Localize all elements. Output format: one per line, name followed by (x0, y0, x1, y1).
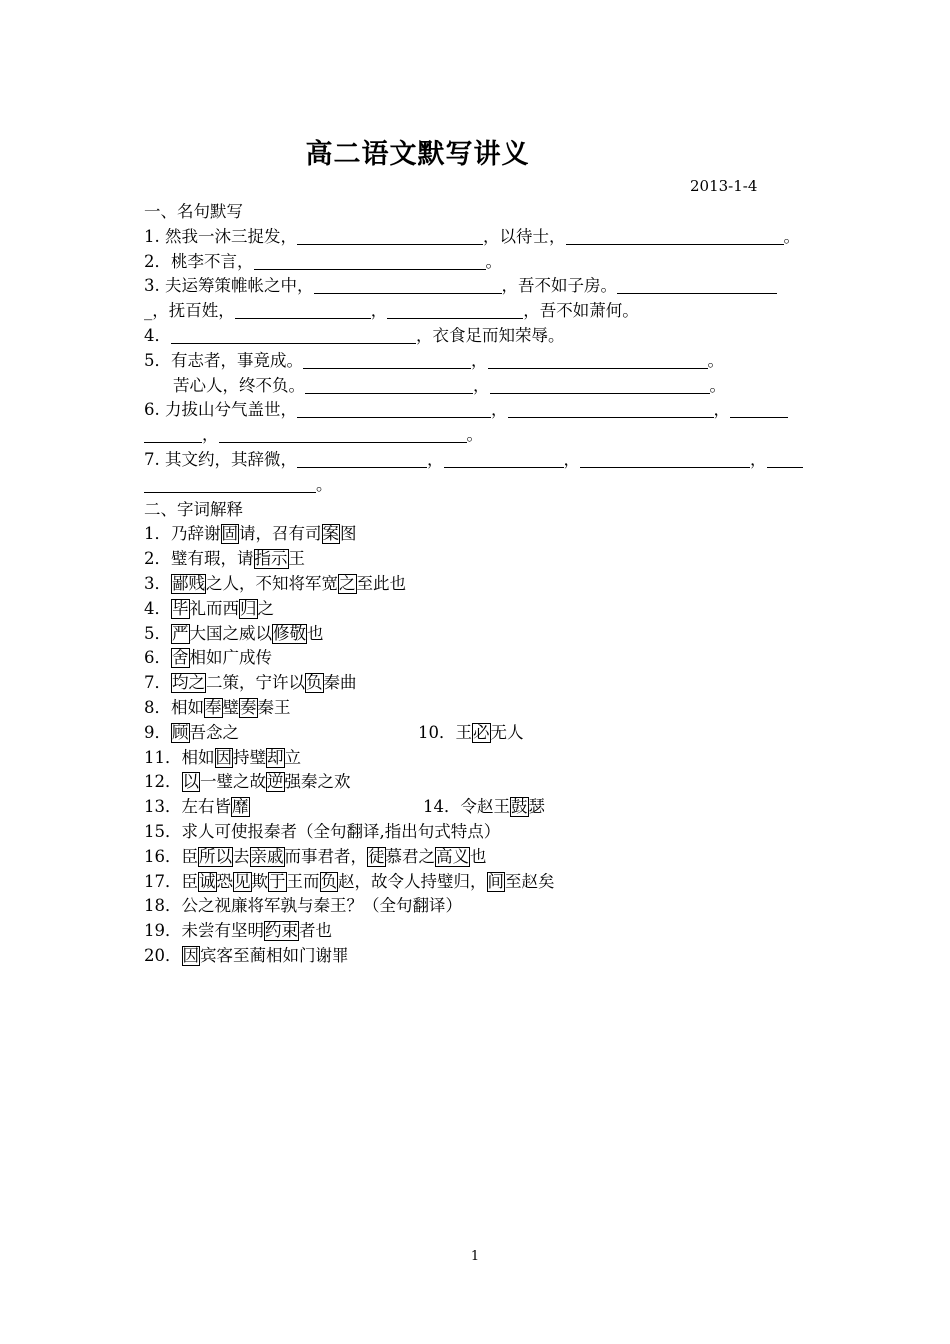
text: 璧 (222, 697, 239, 717)
boxed-word: 案 (322, 524, 339, 544)
s2-item-6 (144, 646, 816, 671)
s1-item-1 (144, 225, 816, 250)
boxed-word: 之 (339, 573, 356, 593)
s2-item-17 (144, 870, 816, 895)
answer-blank[interactable] (297, 450, 427, 468)
text: 5．有志者，事竟成。 (144, 350, 303, 370)
text: 恐 (216, 871, 233, 891)
text: ， (563, 449, 580, 469)
text: 一璧之故 (200, 772, 266, 792)
text: 慕君之 (385, 846, 435, 866)
s2-item-15: 15．求人可使报秦者（全句翻译,指出句式特点） (144, 821, 501, 841)
s2-item-2 (144, 547, 816, 572)
text: 去 (233, 846, 250, 866)
s2-item-13 (144, 795, 423, 820)
s1-item-3-cont (144, 299, 816, 324)
boxed-word: 见 (234, 871, 251, 891)
text: 14．令赵王 (423, 797, 510, 817)
text: 欺 (251, 871, 268, 891)
answer-blank[interactable] (254, 252, 486, 270)
text: 8．相如 (144, 697, 204, 717)
answer-blank[interactable] (314, 276, 502, 294)
answer-blank[interactable] (297, 227, 483, 245)
text: 。 (707, 350, 724, 370)
section1-heading: 一、名句默写 (144, 202, 243, 221)
boxed-word: 必 (473, 722, 490, 742)
text: 。 (316, 474, 333, 494)
s2-item-11 (144, 746, 816, 771)
text: ，吾不如子房。 (501, 276, 617, 296)
text: 20． (144, 945, 182, 965)
boxed-word: 严 (172, 623, 189, 643)
text: 11．相如 (144, 747, 215, 767)
answer-blank[interactable] (444, 450, 564, 468)
boxed-word: 高义 (436, 846, 469, 866)
boxed-word: 亲戚 (250, 846, 284, 866)
text: 之人，不知将军宽 (206, 573, 338, 593)
text: 强秦之欢 (284, 772, 351, 792)
boxed-word: 徒 (368, 846, 385, 866)
answer-blank[interactable] (566, 227, 784, 245)
text: 12． (144, 772, 182, 792)
answer-blank[interactable] (171, 326, 416, 344)
page-title: 高二语文默写讲义 (305, 139, 530, 170)
s1-item-5-cont (144, 374, 816, 399)
text: 礼而西 (189, 598, 239, 618)
text: 10．王 (418, 722, 472, 742)
s2-item-7 (144, 671, 816, 696)
boxed-word: 固 (221, 524, 238, 544)
text: ， (370, 301, 388, 321)
text: 3. 夫运筹策帷帐之中， (144, 276, 314, 296)
text: 苦心人，终不负。 (173, 375, 305, 395)
text: ， (473, 375, 490, 395)
s2-item-20 (144, 944, 816, 969)
boxed-word: 鄙贱 (172, 573, 205, 593)
text: 6． (144, 648, 171, 668)
text: 秦王 (257, 697, 291, 717)
boxed-word: 因 (215, 747, 232, 767)
boxed-word: 诚 (199, 871, 216, 891)
text: ， (713, 400, 730, 420)
text: 者也 (299, 921, 332, 941)
boxed-word: 以 (182, 772, 199, 792)
text: 赵，故令人持璧归， (338, 871, 487, 891)
s1-item-6 (144, 398, 816, 423)
text: ， (202, 425, 219, 445)
text: 7. 其文约，其辞微， (144, 449, 297, 469)
text: 。 (466, 425, 483, 445)
text: ， (471, 350, 488, 370)
text: 19．未尝有坚明 (144, 921, 264, 941)
answer-blank[interactable] (490, 376, 710, 394)
answer-blank[interactable] (488, 351, 708, 369)
text: 9． (144, 722, 171, 742)
text: 持璧 (233, 747, 266, 767)
text: 4． (144, 325, 171, 345)
date: 2013-1-4 (690, 177, 758, 195)
answer-blank[interactable] (617, 276, 777, 294)
s1-item-7 (144, 448, 816, 473)
text: 立 (284, 747, 301, 767)
boxed-word: 靡 (232, 797, 249, 817)
s2-item-12 (144, 770, 816, 795)
boxed-word: 归 (240, 598, 257, 618)
s1-item-3 (144, 274, 816, 299)
content (144, 200, 816, 969)
answer-blank[interactable] (235, 301, 371, 319)
text: 大国之威以 (189, 623, 272, 643)
text: 16．臣 (144, 846, 198, 866)
text: 1. 然我一沐三捉发， (144, 226, 297, 246)
text: 王而 (286, 871, 320, 891)
s1-item-7-cont (144, 473, 816, 498)
boxed-word: 逆 (267, 772, 284, 792)
text: 相如广成传 (189, 648, 272, 668)
text: 图 (340, 524, 357, 544)
boxed-word: 所以 (199, 846, 232, 866)
boxed-word: 鼓 (511, 797, 528, 817)
s2-item-18: 18．公之视廉将军孰与秦王？（全句翻译） (144, 896, 462, 916)
boxed-word: 间 (487, 871, 504, 891)
boxed-word: 负 (306, 673, 323, 693)
text: 请，召有司 (239, 524, 322, 544)
text: ， (491, 400, 508, 420)
answer-blank[interactable] (508, 400, 714, 418)
text: 1．乃辞谢 (144, 524, 221, 544)
answer-blank[interactable] (387, 301, 523, 319)
text: ，吾不如萧何。 (523, 301, 639, 321)
boxed-word: 约束 (265, 921, 298, 941)
text: 7． (144, 673, 171, 693)
text: 4． (144, 598, 171, 618)
answer-blank[interactable] (219, 425, 467, 443)
s2-item-5 (144, 622, 816, 647)
boxed-word: 却 (267, 747, 284, 767)
answer-blank[interactable] (730, 400, 788, 418)
text: 至赵矣 (505, 871, 555, 891)
text: ， (750, 449, 767, 469)
answer-blank[interactable] (144, 425, 202, 443)
text: 之 (257, 598, 274, 618)
text: 吾念之 (189, 722, 239, 742)
text: 也 (470, 846, 487, 866)
text: 无人 (490, 722, 524, 742)
text: 6. 力拔山兮气盖世， (144, 400, 297, 420)
boxed-word: 奏 (240, 697, 257, 717)
text: 至此也 (356, 573, 406, 593)
s2-item-4 (144, 597, 816, 622)
text: ，以待士， (483, 226, 566, 246)
s2-item-14 (423, 797, 545, 816)
s2-item-9-10 (144, 721, 816, 746)
s1-item-2 (144, 250, 816, 275)
text: 二策，宁许以 (206, 673, 305, 693)
text: 瑟 (528, 797, 545, 817)
answer-blank[interactable] (580, 450, 750, 468)
answer-blank[interactable] (303, 351, 471, 369)
s2-item-16 (144, 845, 816, 870)
boxed-word: 毕 (172, 598, 189, 618)
boxed-word: 指示 (254, 549, 288, 569)
text: 秦曲 (323, 673, 357, 693)
text: 2．桃李不言， (144, 251, 254, 271)
text: 5． (144, 623, 171, 643)
text: 13．左右皆 (144, 797, 231, 817)
text: ， (427, 449, 444, 469)
s2-item-10 (418, 723, 524, 742)
text: 17．臣 (144, 871, 198, 891)
boxed-word: 于 (269, 871, 286, 891)
text: 王 (288, 549, 305, 569)
answer-blank[interactable] (297, 400, 491, 418)
boxed-word: 修敬 (273, 623, 306, 643)
s2-item-1 (144, 522, 816, 547)
text: 宾客至蔺相如门谢罪 (200, 945, 349, 965)
s2-item-3 (144, 572, 816, 597)
boxed-word: 顾 (172, 722, 189, 742)
text: 3． (144, 573, 171, 593)
s2-item-9 (144, 721, 418, 746)
boxed-word: 奉 (205, 697, 222, 717)
text: 。 (783, 226, 800, 246)
boxed-word: 因 (182, 945, 199, 965)
text: 而事君者， (284, 846, 367, 866)
s2-item-8 (144, 696, 816, 721)
answer-blank[interactable] (305, 376, 473, 394)
s2-item-13-14 (144, 795, 816, 820)
section2-heading: 二、字词解释 (144, 499, 243, 519)
boxed-word: 舍 (172, 648, 189, 668)
answer-blank[interactable] (144, 475, 316, 493)
s1-item-4 (144, 324, 816, 349)
text: 。 (485, 251, 502, 271)
text: _，抚百姓， (144, 301, 235, 321)
text: 。 (709, 375, 726, 395)
text: 2．璧有瑕，请 (144, 549, 254, 569)
text: ，衣食足而知荣辱。 (416, 325, 565, 345)
answer-blank[interactable] (767, 450, 803, 468)
page-number: 1 (470, 1249, 480, 1264)
s1-item-6-cont (144, 423, 816, 448)
boxed-word: 均之 (172, 673, 205, 693)
s2-item-19 (144, 919, 816, 944)
boxed-word: 负 (320, 871, 337, 891)
s1-item-5 (144, 349, 816, 374)
text: 也 (307, 623, 324, 643)
